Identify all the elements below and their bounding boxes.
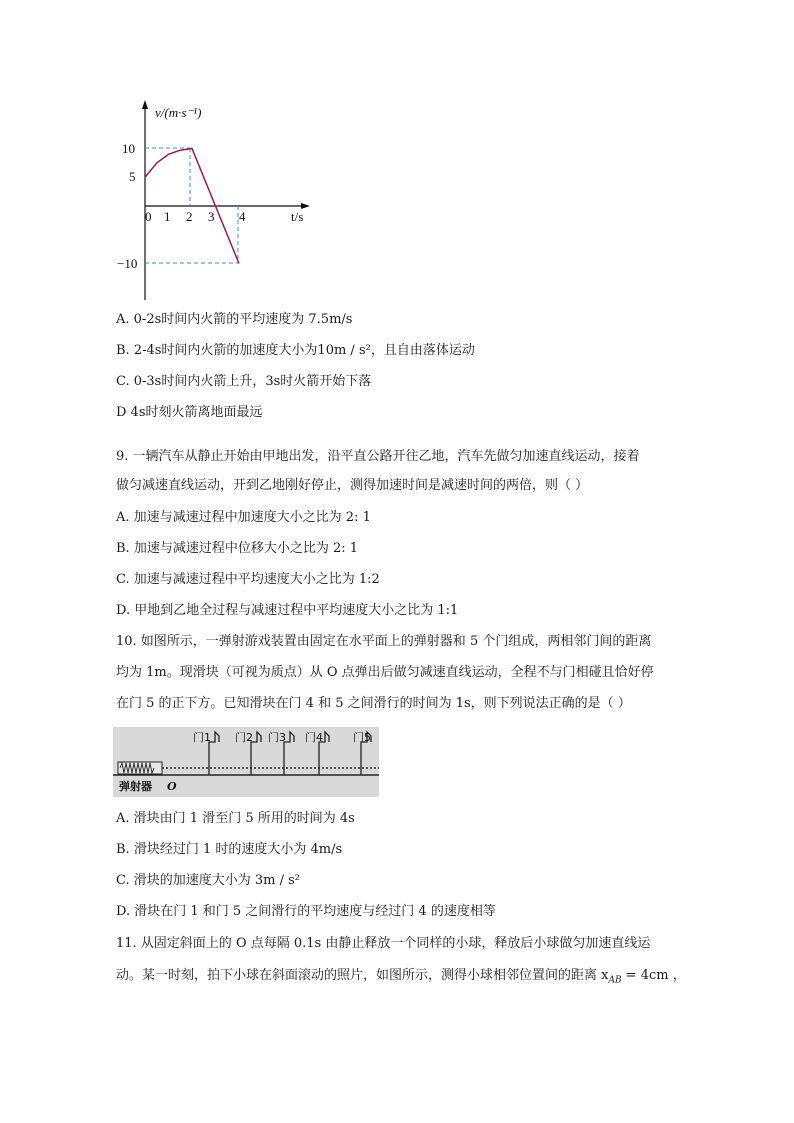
q10-option-b: B. 滑块经过门 1 时的速度大小为 4m/s — [116, 842, 343, 857]
y-tick-minus10: −10 — [117, 256, 138, 271]
q9-option-b: B. 加速与减速过程中位移大小之比为 2: 1 — [116, 541, 359, 556]
gate-2-label: 门2 — [235, 731, 253, 744]
q9-option-c: C. 加速与减速过程中平均速度大小之比为 1:2 — [116, 572, 380, 587]
q9-stem-line1: 9. 一辆汽车从静止开始由甲地出发，沿平直公路开往乙地，汽车先做匀加速直线运动，接着 — [116, 449, 640, 464]
q11-stem-text: 动。某一时刻，拍下小球在斜面滚动的照片，如图所示，测得小球相邻位置间的距离 x — [116, 968, 609, 983]
x-tick-1: 1 — [164, 209, 171, 224]
x-tick-3: 3 — [208, 209, 215, 224]
q10-stem-line3: 在门 5 的正下方。已知滑块在门 4 和 5 之间滑行的时间为 1s，则下列说法正确的是（ ） — [116, 696, 631, 711]
origin-label: O — [167, 780, 177, 793]
q10-option-a: A. 滑块由门 1 滑至门 5 所用的时间为 4s — [116, 811, 355, 826]
y-axis-label: v/(m·s⁻¹) — [155, 105, 202, 120]
q8-option-b: B. 2-4s时间内火箭的加速度大小为10m / s²，且自由落体运动 — [116, 343, 475, 358]
q10-stem-line2: 均为 1m。现滑块（可视为质点）从 O 点弹出后做匀减速直线运动，全程不与门相碰且恰好停 — [116, 665, 654, 680]
launcher-label: 弹射器 — [119, 780, 152, 793]
velocity-time-graph — [105, 95, 315, 310]
x-tick-4: 4 — [239, 209, 246, 224]
x-tick-0: 0 — [145, 209, 152, 224]
q9-option-d: D. 甲地到乙地全过程与减速过程中平均速度大小之比为 1:1 — [116, 603, 459, 618]
y-tick-5: 5 — [129, 169, 136, 184]
gate-5-label: 门5 — [353, 731, 371, 744]
q8-option-c: C. 0-3s时间内火箭上升，3s时火箭开始下落 — [116, 374, 372, 389]
gate-4-label: 门4 — [305, 731, 323, 744]
q11-subscript: AB — [608, 975, 622, 986]
x-axis-label: t/s — [291, 209, 304, 224]
q11-stem-line2 — [116, 968, 686, 989]
q9-option-a: A. 加速与减速过程中加速度大小之比为 2: 1 — [116, 510, 371, 525]
launcher-gate-figure — [113, 727, 379, 797]
q8-option-d: D 4s时刻火箭离地面最远 — [116, 405, 263, 420]
q10-option-d: D. 滑块在门 1 和门 5 之间滑行的平均速度与经过门 4 的速度相等 — [116, 904, 496, 919]
q11-stem-tail: = 4cm ， — [621, 968, 686, 983]
y-tick-10: 10 — [122, 141, 135, 156]
q9-stem-line2: 做匀减速直线运动，开到乙地刚好停止，测得加速时间是减速时间的两倍，则（ ） — [116, 478, 589, 493]
q10-option-c: C. 滑块的加速度大小为 3m / s² — [116, 873, 301, 888]
x-tick-2: 2 — [186, 209, 193, 224]
y-axis-arrow — [142, 100, 148, 109]
q10-stem-line1: 10. 如图所示，一弹射游戏装置由固定在水平面上的弹射器和 5 个门组成，两相邻门间的距离 — [116, 634, 652, 649]
gate-3-label: 门3 — [268, 731, 286, 744]
q11-stem-line1: 11. 从固定斜面上的 O 点每隔 0.1s 由静止释放一个同样的小球，释放后小球做匀加速直线运 — [116, 936, 651, 951]
gate-1-label: 门1 — [193, 731, 211, 744]
q8-option-a: A. 0-2s时间内火箭的平均速度为 7.5m/s — [116, 312, 353, 327]
